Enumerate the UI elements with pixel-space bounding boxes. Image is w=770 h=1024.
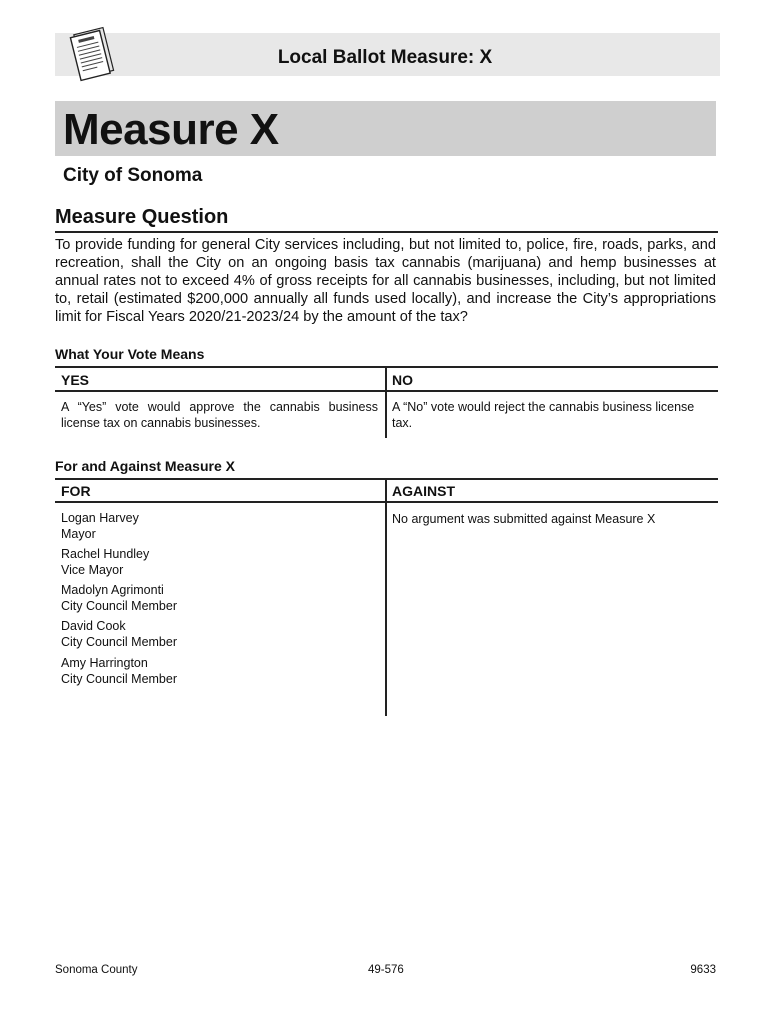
signer-name: Madolyn Agrimonti <box>61 583 164 597</box>
yes-vote-text: A “Yes” vote would approve the cannabis business license tax on cannabis businesses. <box>61 400 378 430</box>
for-column-header: FOR <box>61 483 91 499</box>
measure-question-text: To provide funding for general City services including, but not limited to, police, fire, roads, parks, and recreation, shall the City on an ongoing basis tax cannabis (marijuana) and hemp businesses at annual rates not to exceed 4% of gross receipts for all cannabis businesses, including, but not limited to, retail (estimated $200,000 annually all funds used locally), and increase the City’s appropriations limit for Fiscal Years 2020/21-2023/24 by the amount of the tax? <box>55 237 716 325</box>
vote-means-heading: What Your Vote Means <box>55 346 205 362</box>
no-vote-text: A “No” vote would reject the cannabis business license tax. <box>392 400 695 430</box>
vote-table-header-rule <box>55 390 718 392</box>
signer-name: Amy Harrington <box>61 656 148 670</box>
no-column-header: NO <box>392 372 413 388</box>
signer-name: Rachel Hundley <box>61 547 150 561</box>
arguments-table-column-divider <box>385 478 387 716</box>
footer-county: Sonoma County <box>55 964 138 976</box>
for-signer <box>61 547 149 578</box>
for-against-heading: For and Against Measure X <box>55 458 235 474</box>
measure-question-heading: Measure Question <box>55 206 229 228</box>
for-signer <box>61 619 177 650</box>
yes-column-header: YES <box>61 372 90 388</box>
vote-table-column-divider <box>385 366 387 438</box>
city-name: City of Sonoma <box>63 165 203 186</box>
signer-title: City Council Member <box>61 598 178 613</box>
vote-table-top-rule <box>55 366 718 368</box>
footer-page-number: 9633 <box>690 964 716 976</box>
arguments-table-top-rule <box>55 478 718 480</box>
against-column-header: AGAINST <box>392 483 455 499</box>
signer-name: David Cook <box>61 619 126 633</box>
signer-title: City Council Member <box>61 671 178 686</box>
for-signer <box>61 583 177 614</box>
signer-name: Logan Harvey <box>61 511 139 525</box>
against-argument-text: No argument was submitted against Measure X <box>392 512 656 526</box>
arguments-table-header-rule <box>55 501 718 503</box>
measure-title: Measure X <box>63 105 279 154</box>
for-signer <box>61 656 177 687</box>
signer-title: City Council Member <box>61 634 178 649</box>
footer-page-code: 49-576 <box>368 964 404 976</box>
signer-title: Vice Mayor <box>61 562 124 577</box>
signer-title: Mayor <box>61 526 96 541</box>
question-divider <box>55 231 718 233</box>
banner-title: Local Ballot Measure: X <box>277 47 493 68</box>
for-signer <box>61 511 139 542</box>
